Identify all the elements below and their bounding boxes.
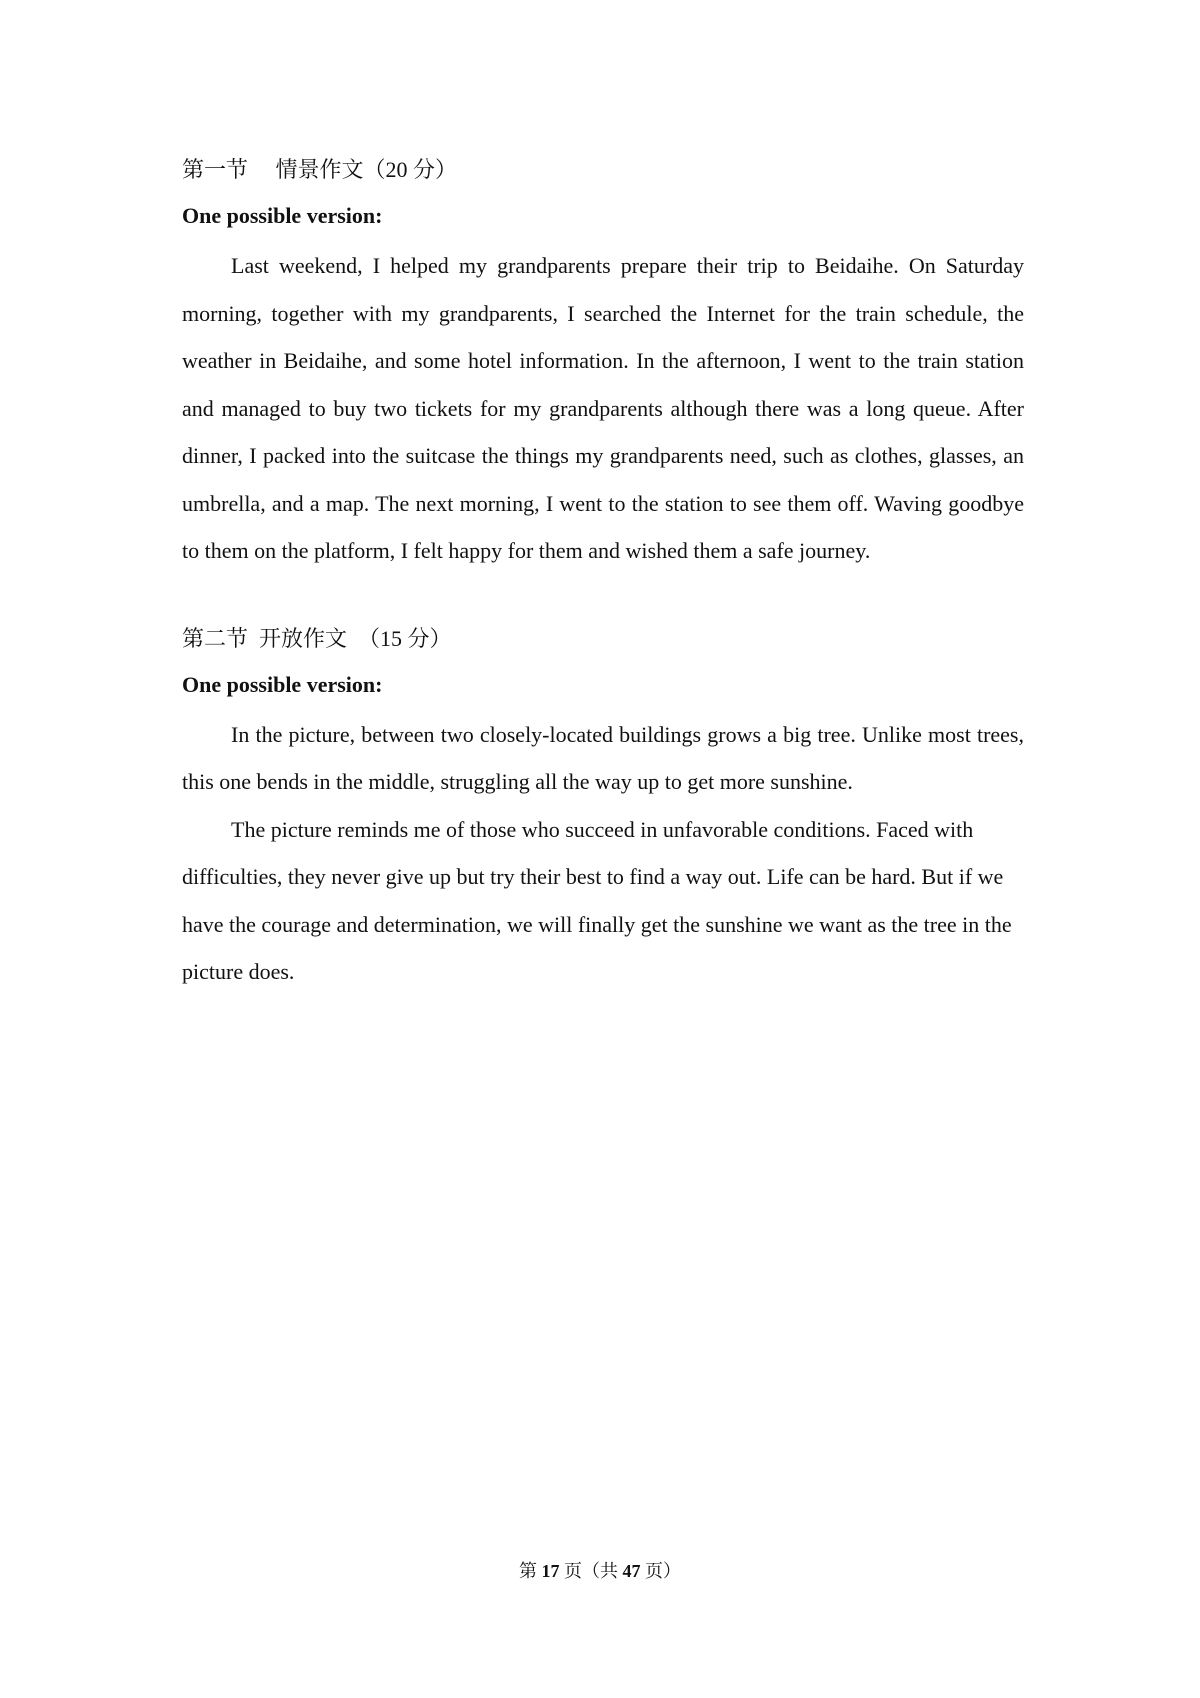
footer-current-page: 17 [541, 1561, 560, 1581]
section-divider-space [182, 575, 1024, 619]
page-footer [0, 1556, 1200, 1586]
section-1-paragraph: Last weekend, I helped my grandparents prepare their trip to Beidaihe. On Saturday morning, together with my grandparents, I searched the Internet for the train schedule, the weather in Beidaihe, and some hotel information. In the afternoon, I went to the train station and managed to buy two tickets for my grandparents although there was a long queue. After dinner, I packed into the suitcase the things my grandparents need, such as clothes, glasses, an umbrella, and a map. The next morning, I went to the station to see them off. Waving goodbye to them on the platform, I felt happy for them and wished them a safe journey. [182, 253, 1024, 563]
footer-prefix: 第 [519, 1561, 542, 1581]
section-situational-writing [182, 150, 1024, 575]
footer-total-pages: 47 [622, 1561, 641, 1581]
section-2-version-label: One possible version: [182, 671, 383, 697]
section-open-writing [182, 619, 1024, 996]
section-1-version-label: One possible version: [182, 203, 383, 228]
section-2-paragraph-1: In the picture, between two closely-located buildings grows a big tree. Unlike most trees, this one bends in the middle, struggling all the way up to get more sunshine. [182, 721, 1024, 794]
section-2-heading: 第二节 开放作文 （15 分） [182, 625, 452, 651]
section-2-paragraph-2: The picture reminds me of those who succeed in unfavorable conditions. Faced with difficulties, they never give up but try their best to find a way out. Life can be hard. But if we have the courage and determination, we will finally get the sunshine we want as the tree in the picture does. [182, 816, 1012, 984]
footer-suffix: 页） [640, 1561, 681, 1581]
page-content [182, 150, 1024, 996]
section-1-heading: 第一节 情景作文（20 分） [182, 157, 458, 182]
footer-middle: 页（共 [559, 1561, 623, 1581]
